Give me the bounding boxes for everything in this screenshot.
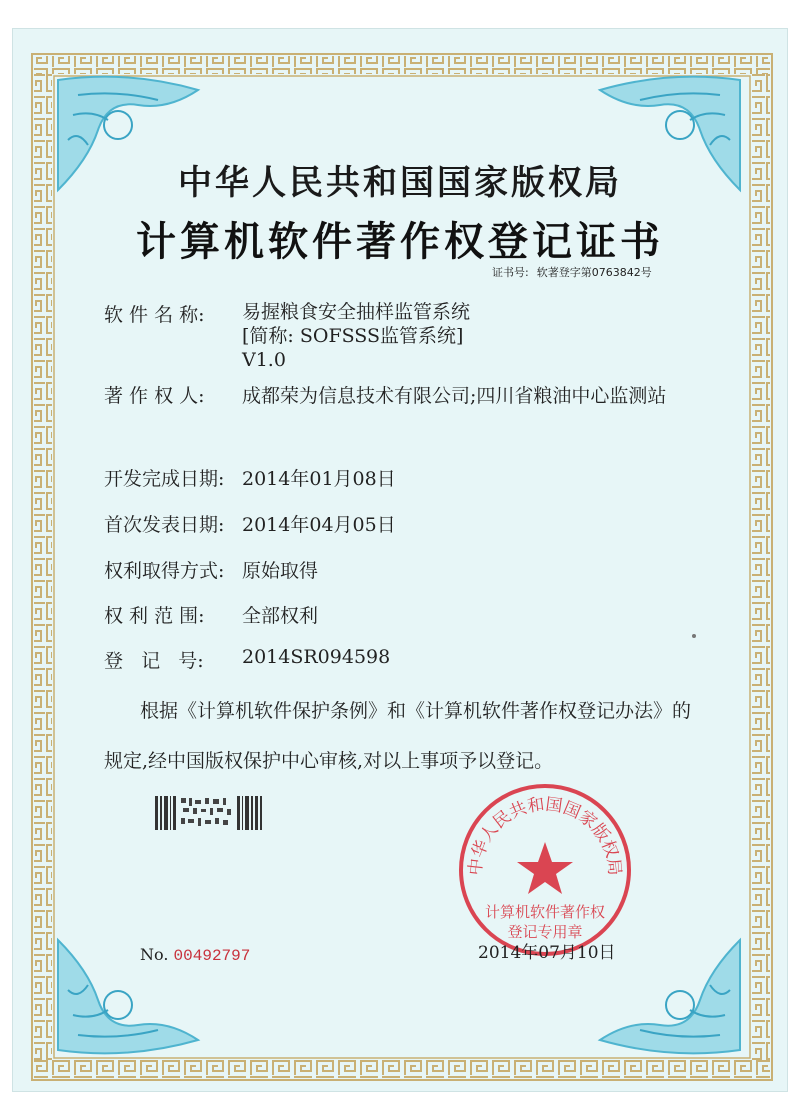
- statement-line-1: [104, 686, 704, 736]
- seal-inner-line-2: 登记专用章: [507, 923, 583, 941]
- registration-number-label: 登 记 号:: [104, 650, 204, 672]
- publish-date-label: 首次发表日期:: [104, 514, 225, 536]
- acquire-method-value: 原始取得: [242, 560, 319, 582]
- certificate-number-label: 证书号:: [492, 266, 529, 279]
- certificate-number: [492, 264, 660, 280]
- software-name-line: 易握粮食安全抽样监管系统: [242, 301, 471, 323]
- issue-date: 2014年07月10日: [478, 943, 616, 963]
- statement-line-1-text: 根据《计算机软件保护条例》和《计算机软件著作权登记办法》的: [140, 700, 692, 722]
- dev-date-row: [104, 464, 396, 491]
- seal-ring-text: 中华人民共和国国家版权局: [465, 794, 625, 877]
- scope-row: [104, 601, 318, 628]
- scope-value: 全部权利: [242, 605, 319, 627]
- registration-number-row: [104, 646, 390, 673]
- official-red-seal: [455, 780, 635, 960]
- dev-date-value: 2014年01月08日: [242, 468, 396, 490]
- scope-label: 权 利 范 围:: [104, 605, 205, 627]
- serial-number: [140, 945, 250, 965]
- agency-title: 中华人民共和国国家版权局: [178, 163, 622, 203]
- software-short-name-line: [简称: SOFSSS监管系统]: [242, 325, 464, 347]
- certificate-number-value: 软著登字第0763842号: [536, 266, 652, 279]
- acquire-method-row: [104, 556, 318, 583]
- seal-star-icon: [517, 842, 573, 894]
- software-name-row: [104, 300, 470, 372]
- dev-date-label: 开发完成日期:: [104, 468, 225, 490]
- barcode-image: [155, 796, 265, 830]
- ink-dot: [692, 634, 696, 638]
- statement-paragraph: [104, 686, 704, 786]
- certificate-title: 计算机软件著作权登记证书: [136, 218, 664, 265]
- owner-label: 著 作 权 人:: [104, 385, 205, 407]
- publish-date-row: [104, 510, 396, 537]
- software-name-value: [242, 300, 470, 372]
- publish-date-value: 2014年04月05日: [242, 514, 396, 536]
- software-name-label: 软 件 名 称:: [104, 304, 205, 326]
- owner-row: [104, 381, 666, 408]
- seal-inner-line-1: 计算机软件著作权: [484, 903, 606, 921]
- software-version-line: V1.0: [242, 349, 286, 371]
- acquire-method-label: 权利取得方式:: [104, 560, 225, 582]
- serial-prefix: No.: [140, 945, 169, 964]
- serial-number-value: 00492797: [173, 947, 251, 965]
- owner-value: 成都荣为信息技术有限公司;四川省粮油中心监测站: [242, 385, 667, 407]
- registration-number-value: 2014SR094598: [242, 646, 391, 668]
- statement-line-2: 规定,经中国版权保护中心审核,对以上事项予以登记。: [104, 750, 554, 772]
